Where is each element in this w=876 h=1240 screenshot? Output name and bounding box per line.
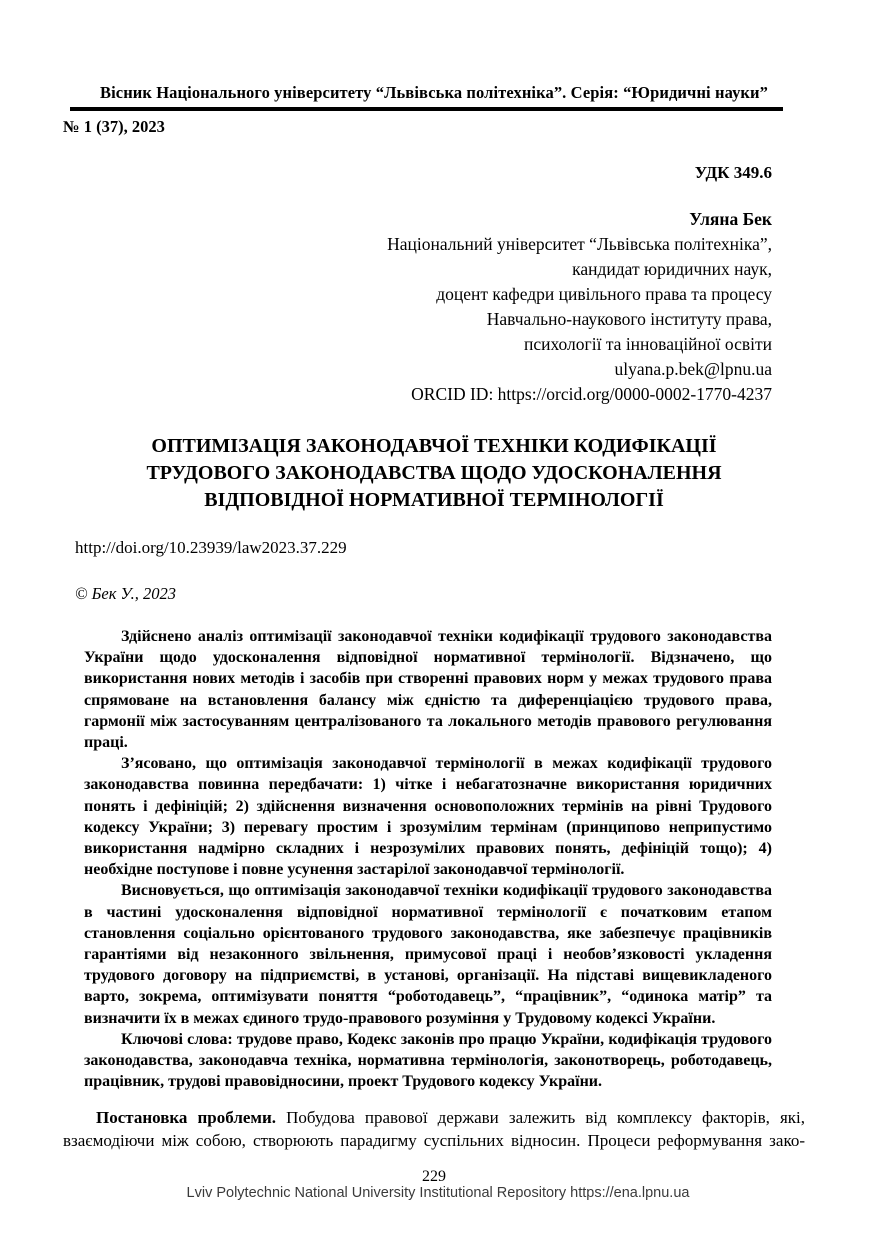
keywords-paragraph: Ключові слова: трудове право, Кодекс законів про працю України, кодифікація трудового законодавства, законодавча техніка, нормативна термінологія, законотворець, роботодавець, працівник, трудові правовідносини, проект Трудового кодексу України. (84, 1030, 772, 1091)
abstract-section (84, 626, 772, 1092)
body-text: Побудова правової держави залежить від комплексу факторів, які, взаємодіючи між собою, створюють парадигму суспільних відносин. Процеси реформування зако- (63, 1108, 805, 1150)
author-name: Уляна Бек (689, 209, 772, 229)
copyright-line: © Бек У., 2023 (75, 584, 176, 603)
author-affiliation-line: Навчально-наукового інституту права, (486, 309, 772, 329)
issue-number: № 1 (37), 2023 (63, 117, 165, 136)
author-email: ulyana.p.bek@lpnu.ua (614, 359, 772, 379)
page-number: 229 (422, 1168, 446, 1186)
abstract-paragraph: З’ясовано, що оптимізація законодавчої термінології в межах кодифікації трудового законодавства повинна передбачати: 1) чітке і небагатозначне використання юридичних понять і дефініцій; 2) здійснення визначення основоположних термінів на рівні Трудового кодексу України; 3) перевагу простим і зрозумілим термінам (принципово неприпустимо використання надмірно складних і незрозумілих правових понять, дефініцій тощо); 4) необхідне поступове і повне усунення застарілої законодавчої термінології. (84, 755, 772, 879)
section-lead: Постановка проблеми. (96, 1108, 277, 1128)
author-affiliation-line: Національний університет “Львівська політехніка”, (387, 234, 772, 254)
repository-footer: Lviv Polytechnic National University Institutional Repository https://ena.lpnu.ua (186, 1185, 690, 1201)
abstract-paragraph: Висновується, що оптимізація законодавчої техніки кодифікації трудового законодавства в частині удосконалення відповідної нормативної термінології є початковим етапом становлення соціально орієнтованого трудового законодавства, яке забезпечує працівників гарантіями від незаконного звільнення, примусової праці і необов’язковості укладення трудового договору на підприємстві, в установі, організації. На підставі вищевикладеного варто, зокрема, оптимізувати поняття “роботодавець”, “працівник”, “одинока матір” та визначити їх в межах єдиного трудо-правового розуміння у Трудовому кодексі України. (84, 882, 772, 1027)
header-rule-divider (70, 107, 782, 111)
journal-title: Вісник Національного університету “Львівська політехніка”. Серія: “Юридичні науки” (99, 83, 768, 102)
author-affiliation-line: психології та інноваційної освіти (523, 334, 772, 354)
author-orcid: ORCID ID: https://orcid.org/0000-0002-1770-4237 (411, 384, 772, 404)
doi-link: http://doi.org/10.23939/law2023.37.229 (75, 538, 347, 557)
abstract-paragraph: Здійснено аналіз оптимізації законодавчої техніки кодифікації трудового законодавства України щодо удосконалення відповідної нормативної термінології. Відзначено, що використання нових методів і засобів при створенні правових норм у межах трудового права спрямоване на встановлення балансу між єдністю та диференціацією трудового права, гармонії між застосуванням централізованого та локального методів правового регулювання праці. (84, 628, 772, 752)
author-affiliation-line: доцент кафедри цивільного права та процесу (436, 284, 772, 304)
author-block (63, 207, 772, 407)
body-paragraph (63, 1107, 805, 1152)
author-affiliation-line: кандидат юридичних наук, (572, 259, 772, 279)
udc-code: УДК 349.6 (694, 163, 772, 182)
article-title: ОПТИМІЗАЦІЯ ЗАКОНОДАВЧОЇ ТЕХНІКИ КОДИФІКАЦІЇ ТРУДОВОГО ЗАКОНОДАВСТВА ЩОДО УДОСКОНАЛЕННЯ ВІДПОВІДНОЇ НОРМАТИВНОЇ ТЕРМІНОЛОГІЇ (146, 435, 722, 511)
